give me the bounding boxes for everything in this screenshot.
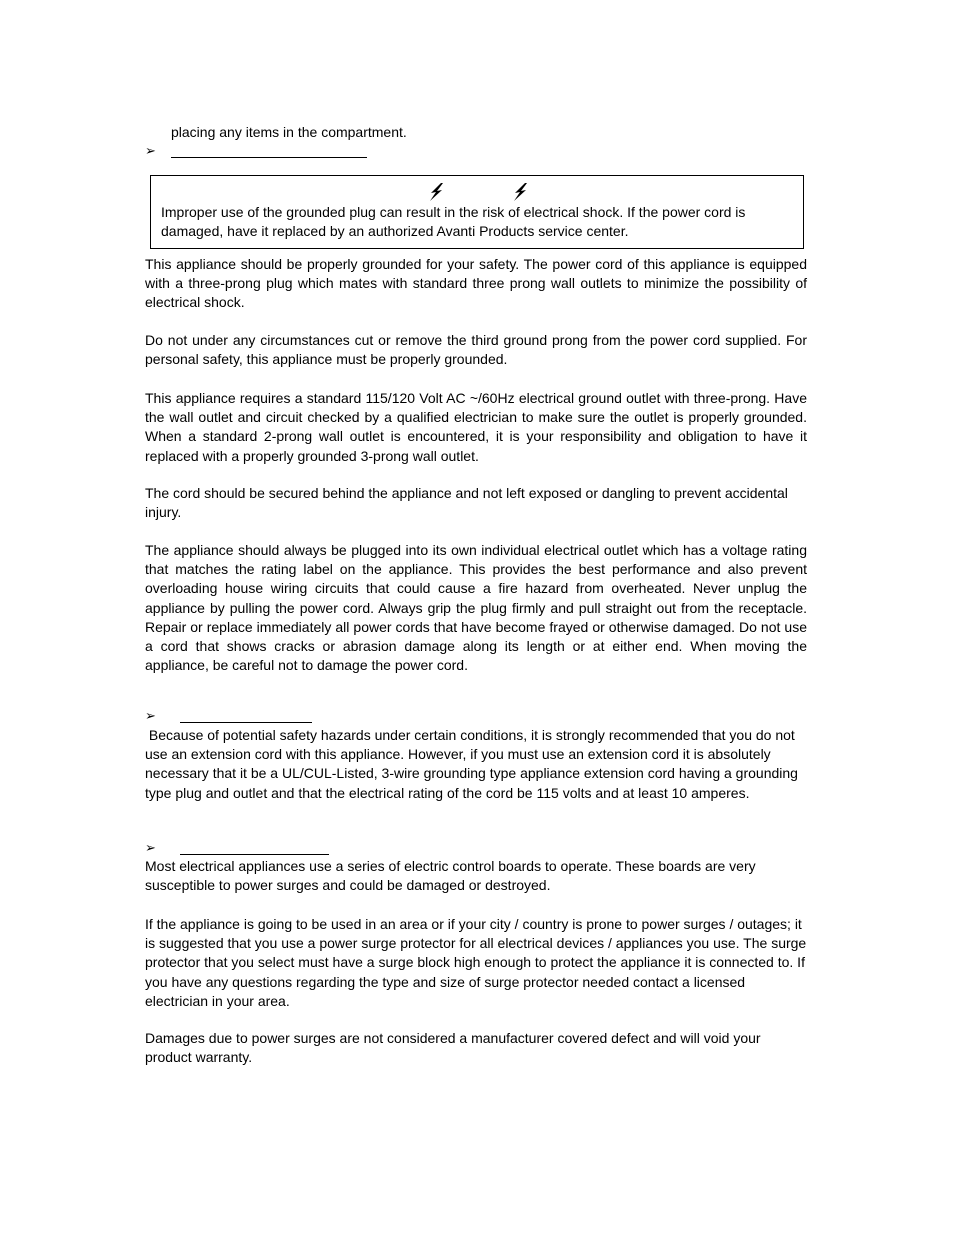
grounding-paragraph-4: The cord should be secured behind the appliance and not left exposed or dangling to prevent accidental injury. [145, 485, 788, 521]
surge-paragraph-3: Damages due to power surges are not considered a manufacturer covered defect and will void your product warranty. [145, 1030, 761, 1066]
grounding-paragraph-1: This appliance should be properly grounded for your safety. The power cord of this appliance is equipped with a three-prong plug which mates with standard three prong wall outlets to minimize the possibility of electrical shock. [145, 256, 807, 311]
grounding-paragraph-5: The appliance should always be plugged into its own individual electrical outlet which has a voltage rating that matches the rating label on the appliance. This provides the best performance and also prevent overloading house wiring circuits that could cause a fire hazard from overheated. Never unplug the appliance by pulling the power cord. Always grip the plug firmly and pull straight out from the receptacle. Repair or replace immediately all power cords that have become frayed or otherwise damaged. Do not use a cord that shows cracks or abrasion damage along its length or at either end. When moving the appliance, be careful not to damage the power cord. [145, 542, 807, 674]
warning-text: Improper use of the grounded plug can result in the risk of electrical shock. If the power cord is damaged, have it replaced by an authorized Avanti Products service center. [161, 204, 746, 240]
lightning-bolt-icon [427, 182, 445, 202]
surge-paragraph-1: Most electrical appliances use a series of electric control boards to operate. These boards are very susceptible to power surges and could be damaged or destroyed. [145, 858, 756, 894]
surge-paragraph-2: If the appliance is going to be used in an area or if your city / country is prone to power surges / outages; it is suggested that you use a power surge protector for all electrical devices / appliances you use. The surge protector that you select must have a surge block high enough to protect the appliance it is connected to. If you have any questions regarding the type and size of surge protector needed contact a licensed electrician in your area. [145, 916, 807, 1009]
heading-underline [180, 840, 329, 855]
bullet-arrow-icon: ➢ [145, 708, 156, 723]
grounding-paragraph-3: This appliance requires a standard 115/120 Volt AC ~/60Hz electrical ground outlet with three-prong. Have the wall outlet and circuit checked by a qualified electrician to make sure the outlet is properly grounded. When a standard 2-prong wall outlet is encountered, it is your responsibility and obligation to have it replaced with a properly grounded 3-prong wall outlet. [145, 390, 807, 464]
bullet-arrow-icon: ➢ [145, 840, 156, 855]
bullet-arrow-icon: ➢ [145, 143, 156, 158]
extension-cord-paragraph: Because of potential safety hazards under certain conditions, it is strongly recommended that you do not use an extension cord with this appliance. However, if you must use an extension cord it is absolutely necessary that it be a UL/CUL-Listed, 3-wire grounding type appliance extension cord having a grounding type plug and outlet and that the electrical rating of the cord be 115 volts and at least 10 amperes. [145, 727, 802, 801]
heading-underline [171, 143, 367, 158]
continuation-text: placing any items in the compartment. [171, 124, 407, 140]
grounding-paragraph-2: Do not under any circumstances cut or remove the third ground prong from the power cord supplied. For personal safety, this appliance must be properly grounded. [145, 332, 807, 368]
warning-box [150, 175, 804, 249]
lightning-bolt-icon [511, 182, 529, 202]
heading-underline [180, 708, 312, 723]
